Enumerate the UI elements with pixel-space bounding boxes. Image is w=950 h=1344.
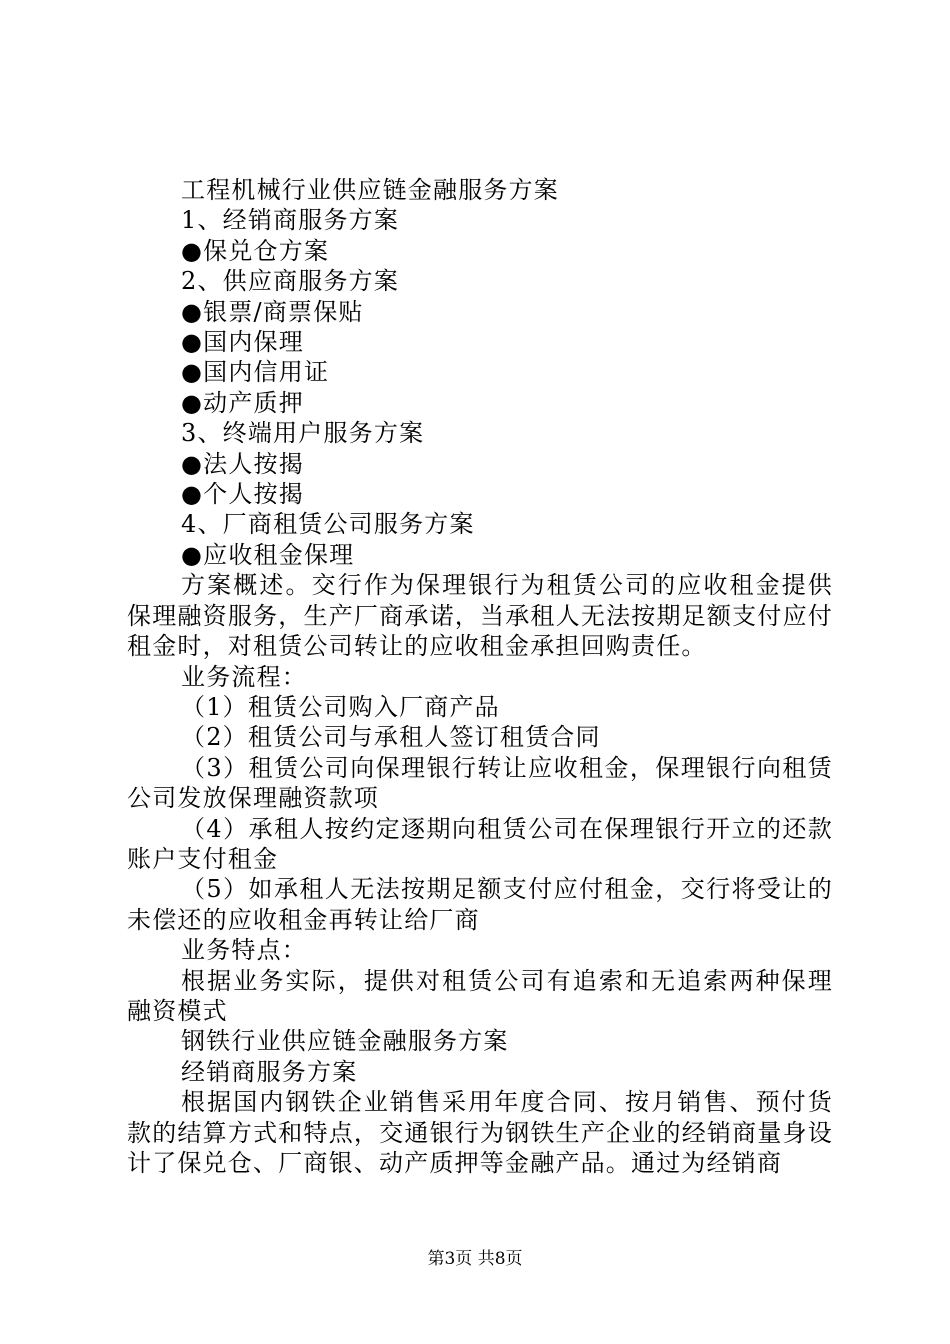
process-heading: 业务流程： (181, 662, 307, 691)
process-step: （3）租赁公司向保理银行转让应收租金，保理银行向租赁公司发放保理融资款项 (127, 753, 833, 813)
process-step: （1）租赁公司购入厂商产品 (181, 692, 500, 721)
bullet-item: ●法人按揭 (181, 449, 304, 478)
features-heading: 业务特点： (181, 936, 307, 965)
features-paragraph: 根据业务实际，提供对租赁公司有追索和无追索两种保理融资模式 (127, 966, 833, 1025)
bullet-item: ●保兑仓方案 (181, 236, 330, 265)
steel-section-heading: 钢铁行业供应链金融服务方案 (181, 1027, 509, 1056)
dealer-section-heading: 经销商服务方案 (181, 1057, 358, 1086)
section-heading-end-user: 3、终端用户服务方案 (181, 419, 425, 448)
bullet-item: ●应收租金保理 (181, 540, 355, 569)
process-step: （2）租赁公司与承租人签订租赁合同 (181, 723, 601, 752)
bullet-item: ●个人按揭 (181, 480, 304, 509)
page-footer: 第3页 共8页 (427, 1249, 523, 1269)
bullet-item: ●国内保理 (181, 328, 304, 357)
section-heading-supplier: 2、供应商服务方案 (181, 267, 400, 296)
bullet-item: ●国内信用证 (181, 358, 330, 387)
process-step: （4）承租人按约定逐期向租赁公司在保理银行开立的还款账户支付租金 (127, 814, 833, 873)
doc-title: 工程机械行业供应链金融服务方案 (181, 176, 559, 204)
overview-paragraph: 方案概述。交行作为保理银行为租赁公司的应收租金提供保理融资服务，生产厂商承诺，当承租人无法按期足额支付应付租金时，对租赁公司转让的应收租金承担回购责任。 (127, 571, 833, 661)
document-body (127, 175, 833, 1178)
process-step: （5）如承租人无法按期足额支付应付租金，交行将受让的未偿还的应收租金再转让给厂商 (127, 875, 833, 934)
section-heading-leasing: 4、厂商租赁公司服务方案 (181, 510, 475, 539)
bullet-item: ●银票/商票保贴 (181, 297, 364, 326)
dealer-paragraph: 根据国内钢铁企业销售采用年度合同、按月销售、预付货款的结算方式和特点，交通银行为钢铁生产企业的经销商量身设计了保兑仓、厂商银、动产质押等金融产品。通过为经销商 (127, 1088, 833, 1177)
section-heading-dealer: 1、经销商服务方案 (181, 206, 400, 235)
bullet-item: ●动产质押 (181, 388, 304, 417)
